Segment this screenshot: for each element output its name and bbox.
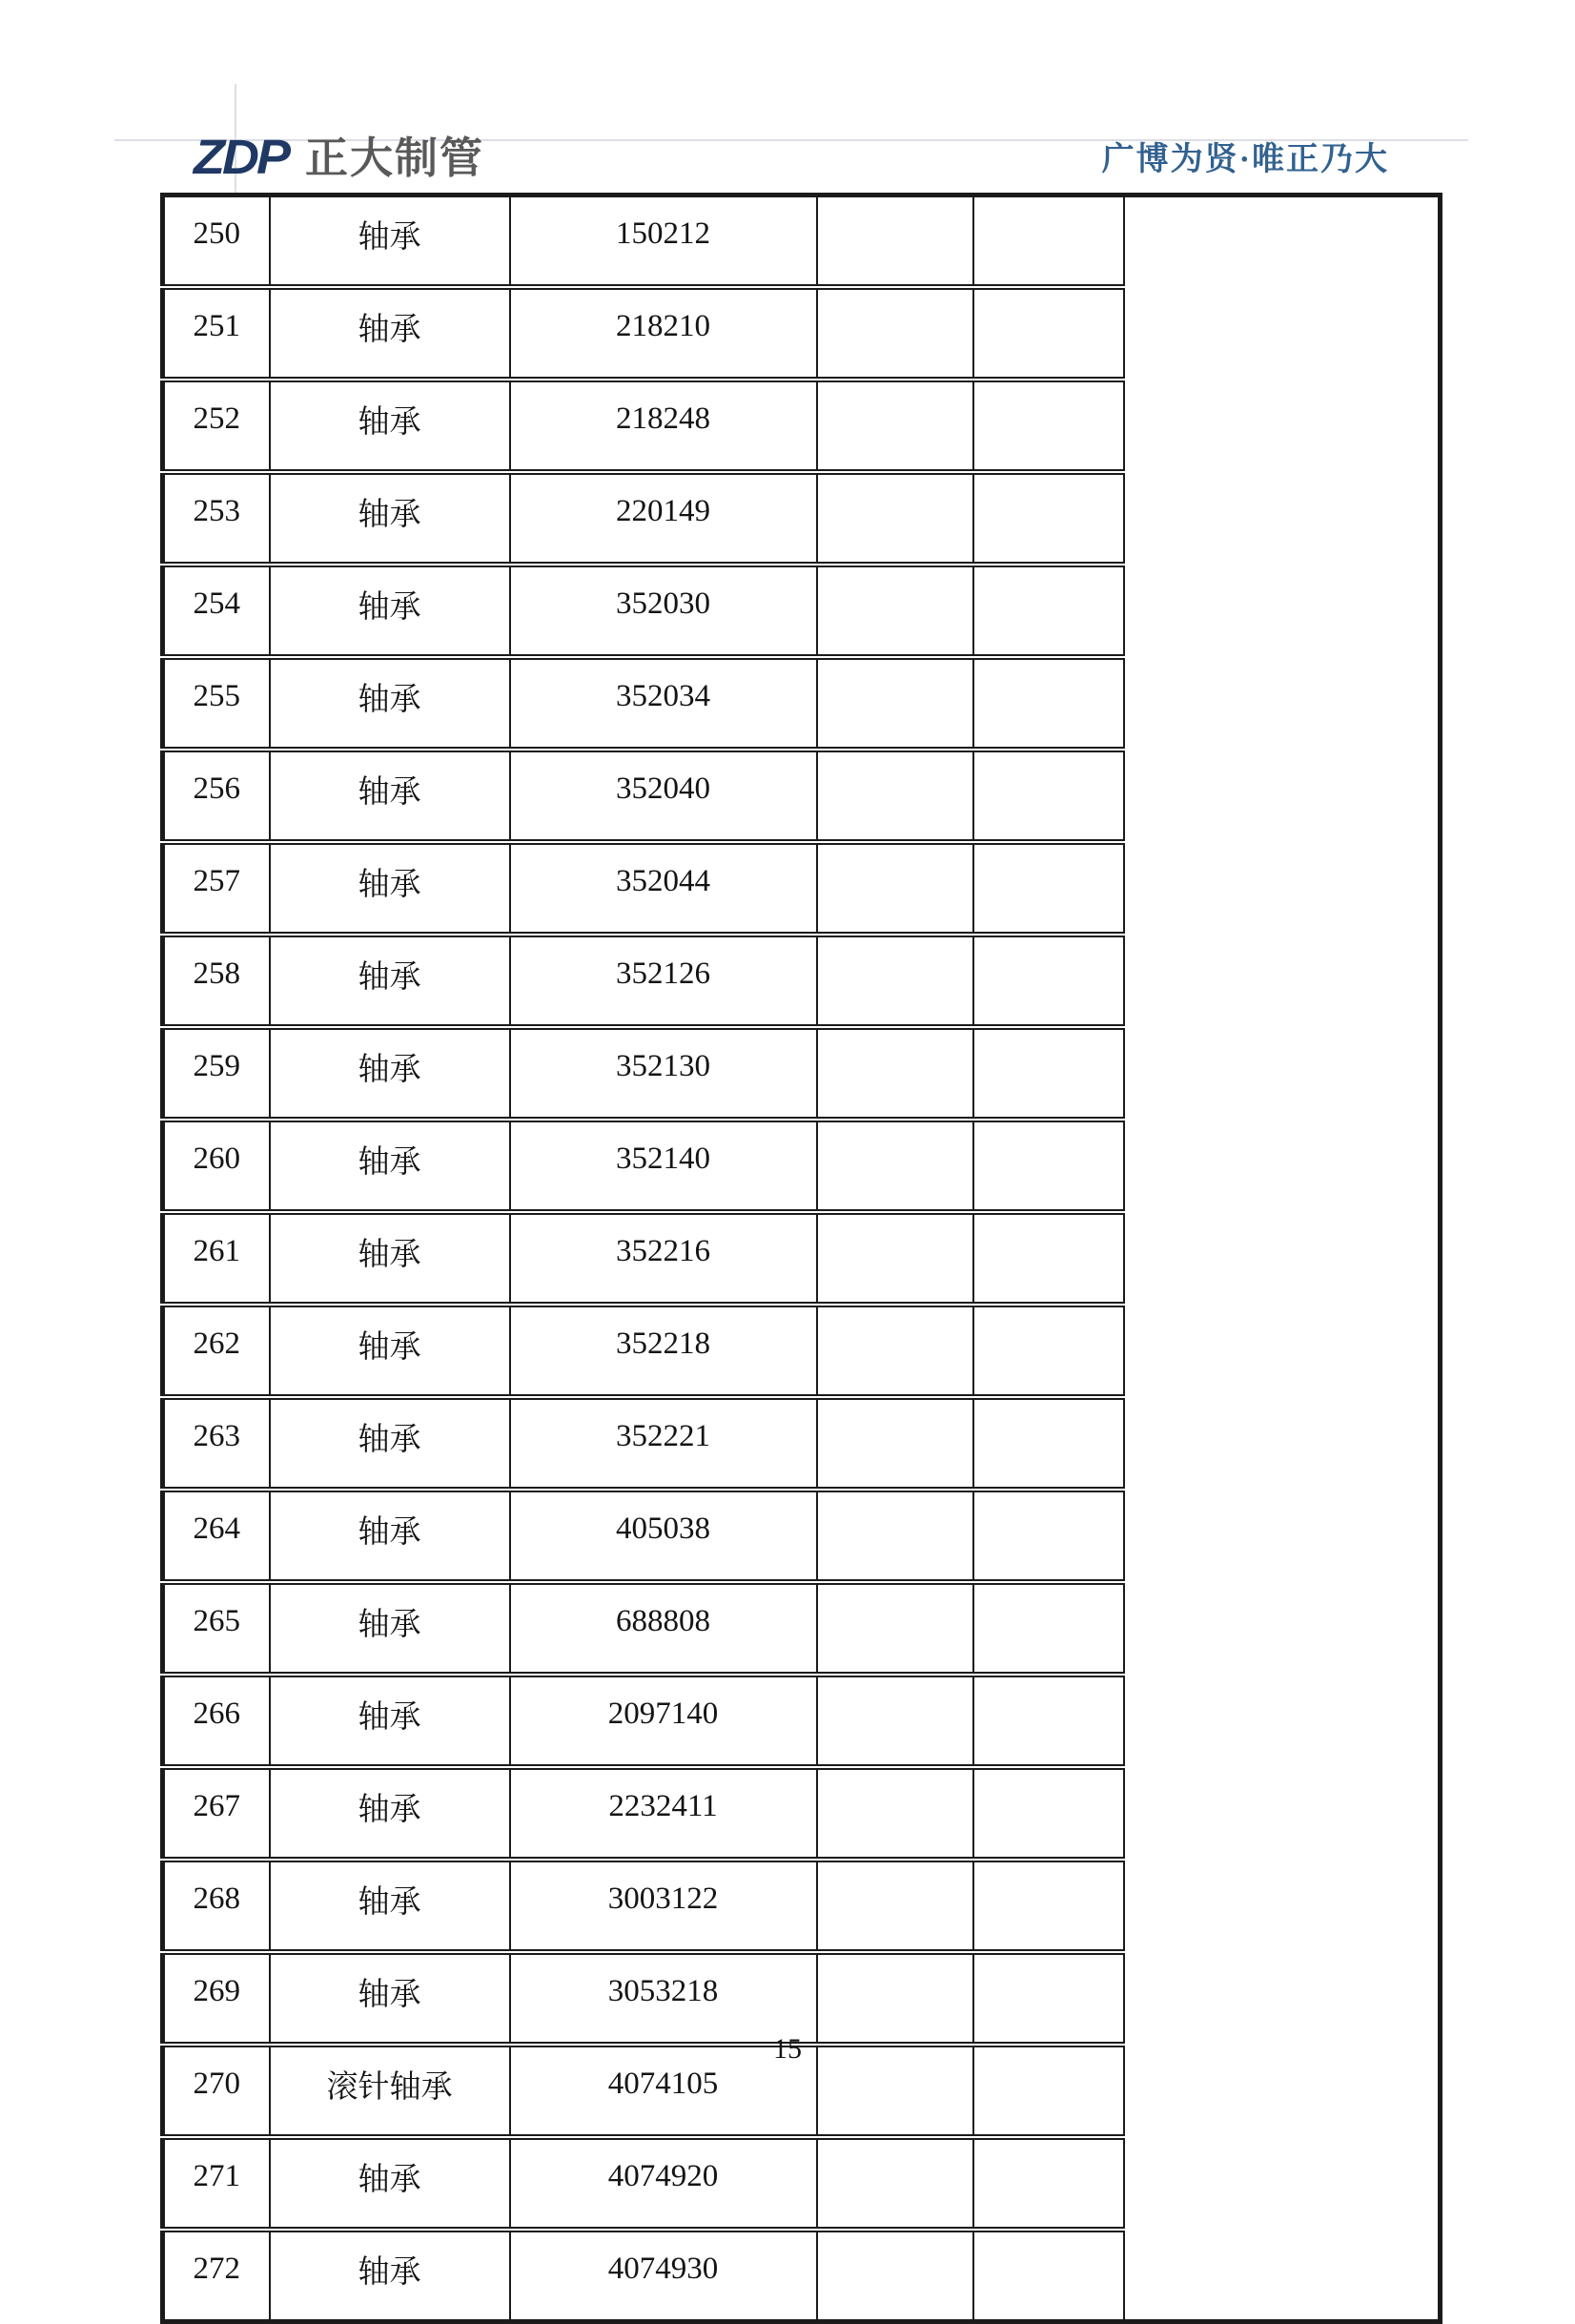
empty-cell (973, 1490, 1124, 1582)
item-name-cell: 轴承 (270, 287, 510, 380)
empty-cell (973, 1212, 1124, 1305)
row-number-cell: 252 (163, 380, 270, 472)
empty-cell (817, 750, 973, 842)
item-code-cell: 220149 (510, 472, 817, 565)
table-row (163, 195, 1441, 288)
row-number-cell: 258 (163, 935, 270, 1027)
item-code-cell: 4074105 (510, 2045, 817, 2137)
notes-column-merged-cell (1124, 195, 1441, 2322)
row-number-cell: 253 (163, 472, 270, 565)
row-number-cell: 254 (163, 565, 270, 657)
empty-cell (817, 1490, 973, 1582)
empty-cell (973, 657, 1124, 750)
item-name-cell: 轴承 (270, 2137, 510, 2230)
empty-cell (817, 2137, 973, 2230)
row-number-cell: 259 (163, 1027, 270, 1120)
row-number-cell: 270 (163, 2045, 270, 2137)
parts-table (160, 193, 1442, 2324)
item-code-cell: 352216 (510, 1212, 817, 1305)
page-number: 15 (773, 2033, 802, 2065)
item-name-cell: 轴承 (270, 380, 510, 472)
empty-cell (973, 287, 1124, 380)
empty-cell (973, 750, 1124, 842)
company-slogan: 广博为贤·唯正乃大 (1101, 142, 1389, 177)
empty-cell (973, 195, 1124, 288)
item-name-cell: 轴承 (270, 565, 510, 657)
item-name-cell: 轴承 (270, 842, 510, 935)
row-number-cell: 272 (163, 2230, 270, 2322)
empty-cell (973, 472, 1124, 565)
empty-cell (817, 380, 973, 472)
empty-cell (817, 195, 973, 288)
row-number-cell: 263 (163, 1397, 270, 1490)
row-number-cell: 267 (163, 1767, 270, 1860)
row-number-cell: 251 (163, 287, 270, 380)
company-logo (194, 132, 484, 183)
empty-cell (973, 1305, 1124, 1397)
empty-cell (817, 2230, 973, 2322)
empty-cell (973, 1860, 1124, 1952)
empty-cell (973, 1952, 1124, 2045)
item-code-cell: 352044 (510, 842, 817, 935)
item-code-cell: 352130 (510, 1027, 817, 1120)
item-name-cell: 轴承 (270, 2230, 510, 2322)
item-name-cell: 轴承 (270, 1305, 510, 1397)
row-number-cell: 271 (163, 2137, 270, 2230)
item-name-cell: 轴承 (270, 935, 510, 1027)
item-name-cell: 轴承 (270, 1675, 510, 1767)
row-number-cell: 260 (163, 1120, 270, 1212)
empty-cell (817, 657, 973, 750)
row-number-cell: 257 (163, 842, 270, 935)
item-code-cell: 3053218 (510, 1952, 817, 2045)
empty-cell (817, 842, 973, 935)
empty-cell (817, 1675, 973, 1767)
row-number-cell: 256 (163, 750, 270, 842)
empty-cell (817, 1397, 973, 1490)
item-code-cell: 2097140 (510, 1675, 817, 1767)
empty-cell (817, 1305, 973, 1397)
empty-cell (817, 1027, 973, 1120)
empty-cell (817, 472, 973, 565)
empty-cell (817, 1767, 973, 1860)
item-name-cell: 轴承 (270, 1397, 510, 1490)
empty-cell (973, 380, 1124, 472)
item-name-cell: 轴承 (270, 657, 510, 750)
empty-cell (817, 1212, 973, 1305)
row-number-cell: 266 (163, 1675, 270, 1767)
item-code-cell: 4074920 (510, 2137, 817, 2230)
empty-cell (973, 1120, 1124, 1212)
item-name-cell: 轴承 (270, 1490, 510, 1582)
item-code-cell: 218248 (510, 380, 817, 472)
row-number-cell: 268 (163, 1860, 270, 1952)
item-code-cell: 352140 (510, 1120, 817, 1212)
item-code-cell: 218210 (510, 287, 817, 380)
item-name-cell: 轴承 (270, 1027, 510, 1120)
item-name-cell: 轴承 (270, 1120, 510, 1212)
empty-cell (817, 1582, 973, 1675)
item-code-cell: 405038 (510, 1490, 817, 1582)
item-code-cell: 352221 (510, 1397, 817, 1490)
company-name-text: 正大制管 (305, 133, 485, 182)
item-code-cell: 2232411 (510, 1767, 817, 1860)
item-name-cell: 轴承 (270, 195, 510, 288)
empty-cell (973, 2137, 1124, 2230)
item-name-cell: 轴承 (270, 1952, 510, 2045)
item-code-cell: 352126 (510, 935, 817, 1027)
row-number-cell: 262 (163, 1305, 270, 1397)
item-code-cell: 352040 (510, 750, 817, 842)
item-name-cell: 滚针轴承 (270, 2045, 510, 2137)
empty-cell (973, 1582, 1124, 1675)
item-name-cell: 轴承 (270, 472, 510, 565)
empty-cell (817, 1860, 973, 1952)
empty-cell (973, 1397, 1124, 1490)
row-number-cell: 261 (163, 1212, 270, 1305)
item-name-cell: 轴承 (270, 1212, 510, 1305)
parts-table-body (163, 195, 1441, 2322)
empty-cell (973, 2230, 1124, 2322)
empty-cell (973, 935, 1124, 1027)
empty-cell (817, 1952, 973, 2045)
item-name-cell: 轴承 (270, 1582, 510, 1675)
empty-cell (817, 287, 973, 380)
empty-cell (973, 1027, 1124, 1120)
item-code-cell: 4074930 (510, 2230, 817, 2322)
item-name-cell: 轴承 (270, 1767, 510, 1860)
item-code-cell: 150212 (510, 195, 817, 288)
item-name-cell: 轴承 (270, 750, 510, 842)
empty-cell (973, 1767, 1124, 1860)
item-name-cell: 轴承 (270, 1860, 510, 1952)
item-code-cell: 688808 (510, 1582, 817, 1675)
empty-cell (817, 1120, 973, 1212)
row-number-cell: 255 (163, 657, 270, 750)
empty-cell (973, 565, 1124, 657)
empty-cell (973, 1675, 1124, 1767)
item-code-cell: 3003122 (510, 1860, 817, 1952)
row-number-cell: 265 (163, 1582, 270, 1675)
row-number-cell: 250 (163, 195, 270, 288)
item-code-cell: 352218 (510, 1305, 817, 1397)
row-number-cell: 269 (163, 1952, 270, 2045)
item-code-cell: 352034 (510, 657, 817, 750)
empty-cell (817, 935, 973, 1027)
item-code-cell: 352030 (510, 565, 817, 657)
zdp-logo-text: ZDP (194, 130, 288, 185)
empty-cell (973, 842, 1124, 935)
empty-cell (817, 565, 973, 657)
row-number-cell: 264 (163, 1490, 270, 1582)
